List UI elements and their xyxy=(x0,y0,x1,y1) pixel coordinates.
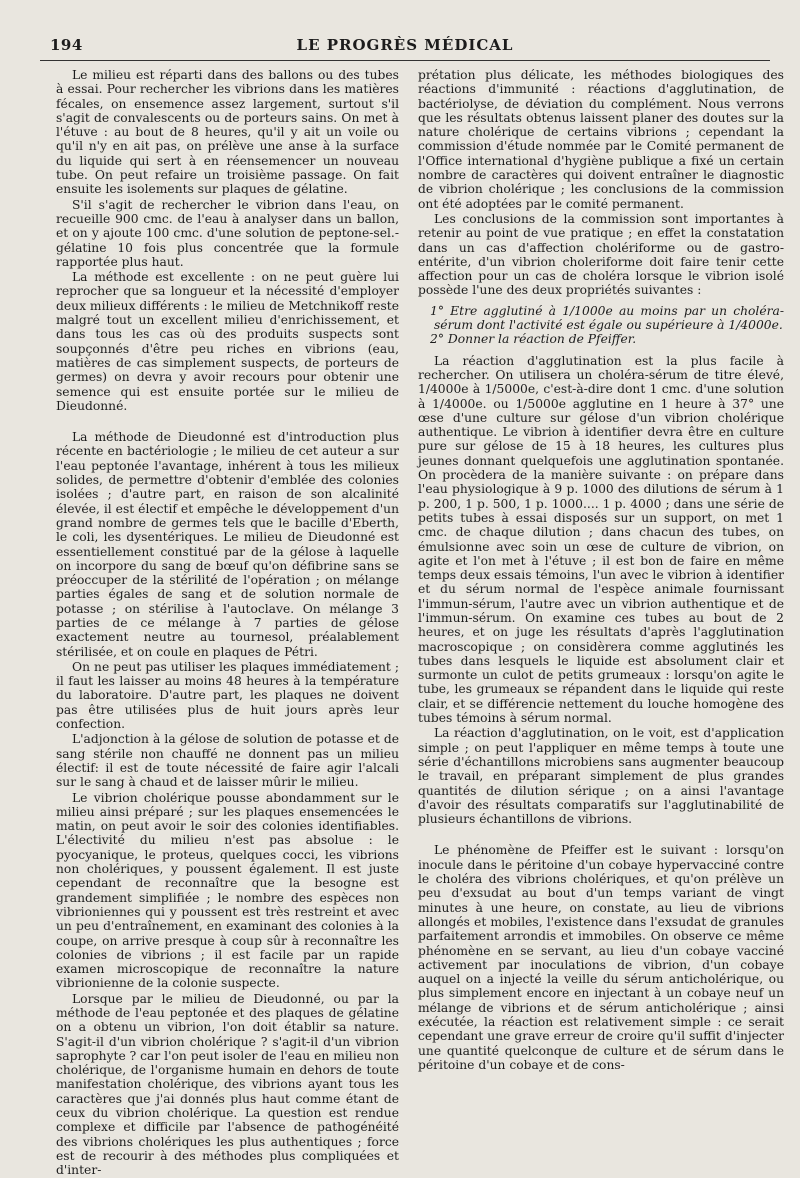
right-column xyxy=(418,68,784,1072)
paragraph: La méthode est excellente : on ne peut guère lui reprocher que sa longueur et la nécessité d'employer deux milieux différents : le milieu de Metchnikoff reste malgré tout un excellent milieu d'enrichissement, et dans tous les cas où des produits suspects sont soupçonnés d'être peu riches en vibrions (eau, matières de cas simplement suspects, de porteurs de germes) on devra y avoir recours pour obtenir une semence qui est ensuite portée sur le milieu de Dieudonné. xyxy=(56,270,399,413)
header-rule xyxy=(40,60,770,61)
criterion-item xyxy=(418,332,784,346)
criterion-text: 1° Etre agglutiné à 1/1000e au moins par un choléra-sérum dont l'activité est égale ou supérieure à 1/4000e. xyxy=(430,303,784,333)
paragraph: Le phénomène de Pfeiffer est le suivant : lorsqu'on inocule dans le péritoine d'un cobaye hypervacciné contre le choléra des vibrions cholériques, et qu'on prélève un peu d'exsudat au bout d'un temps variant de vingt minutes à une heure, on constate, au lieu de vibrions allongés et mobiles, l'existence dans l'exsudat de granules parfaitement arrondis et immobiles. On observe ce même phénomène en se servant, au lieu d'un cobaye vacciné activement par inoculations de vibrion, d'un cobaye auquel on a injecté la veille du sérum anticholérique, ou plus simplement encore en injectant à un cobaye neuf un mélange de vibrions et de sérum anticholérique ; ainsi exécutée, la réaction est relativement simple : ce serait cependant une grave erreur de croire qu'il suffit d'injecter une quantité quelconque de culture et de sérum dans le péritoine d'un cobaye et de cons- xyxy=(418,843,784,1072)
paragraph: Le milieu est réparti dans des ballons ou des tubes à essai. Pour rechercher les vibrions dans les matières fécales, on ensemence assez largement, surtout s'il s'agit de convalescents ou de porteurs sains. On met à l'étuve : au bout de 8 heures, qu'il y ait un voile ou qu'il n'y en ait pas, on prélève une anse à la surface du liquide qui sert à en réensemencer un nouveau tube. On peut refaire un troisième passage. On fait ensuite les isolements sur plaques de gélatine. xyxy=(56,68,399,197)
paragraph: Lorsque par le milieu de Dieudonné, ou par la méthode de l'eau peptonée et des plaques de gélatine on a obtenu un vibrion, l'on doit établir sa nature. S'agit-il d'un vibrion cholérique ? s'agit-il d'un vibrion saprophyte ? car l'on peut isoler de l'eau en milieu non cholérique, de l'organisme humain en dehors de toute manifestation cholérique, des vibrions ayant tous les caractères que j'ai donnés plus haut comme étant de ceux du vibrion cholérique. La question est rendue complexe et difficile par l'absence de pathogénéité des vibrions cholériques les plus authentiques ; force est de recourir à des méthodes plus compliquées et d'inter- xyxy=(56,991,399,1178)
left-column xyxy=(56,68,399,1178)
page-header xyxy=(40,34,770,58)
paragraph: La méthode de Dieudonné est d'introduction plus récente en bactériologie ; le milieu de cet auteur a sur l'eau peptonée l'avantage, inhérent à tous les milieux solides, de permettre d'obtenir d'emblée des colonies isolées ; d'autre part, en raison de son alcalinité élevée, il est électif et empêche le développement d'un grand nombre de germes tels que le bacille d'Eberth, le coli, les dysentériques. Le milieu de Dieudonné est essentiellement constitué par de la gélose à laquelle on incorpore du sang de bœuf qu'on défibrine sans se préoccuper de la stérilité de l'opération ; on mélange parties égales de sang et de solution normale de potasse ; on stérilise à l'autoclave. On mélange 3 parties de ce mélange à 7 parties de gélose exactement neutre au tournesol, préalablement stérilisée, et on coule en plaques de Pétri. xyxy=(56,430,399,659)
criterion-text: 2° Donner la réaction de Pfeiffer. xyxy=(430,332,637,347)
paragraph: prétation plus délicate, les méthodes biologiques des réactions d'immunité : réactions d'agglutination, de bactériolyse, de déviation du complément. Nous verrons que les résultats obtenus laissent planer des doutes sur la nature cholérique de certains vibrions ; cependant la commission d'étude nommée par le Comité permanent de l'Office international d'hygiène publique a fixé un certain nombre de caractères qui doivent entraîner le diagnostic de vibrion cholérique ; les conclusions de la commission ont été adoptées par le comité permanent. xyxy=(418,68,784,211)
paragraph: L'adjonction à la gélose de solution de potasse et de sang stérile non chauffé ne donnent pas un milieu électif: il est de toute nécessité de faire agir l'alcali sur le sang à chaud et de laisser mûrir le milieu. xyxy=(56,732,399,790)
paragraph: La réaction d'agglutination, on le voit, est d'application simple ; on peut l'appliquer en même temps à toute une série d'échantillons microbiens sans augmenter beaucoup le travail, en préparant simplement de plus grandes quantités de dilution sérique ; on a ainsi l'avantage d'avoir des résultats comparatifs sur l'agglutinabilité de plusieurs échantillons de vibrions. xyxy=(418,726,784,827)
running-title: LE PROGRÈS MÉDICAL xyxy=(296,36,514,54)
page-number: 194 xyxy=(50,36,83,54)
paragraph: Le vibrion cholérique pousse abondamment sur le milieu ainsi préparé ; sur les plaques ensemencées le matin, on peut avoir le soir des colonies identifiables. L'électivité du milieu n'est pas absolue : le pyocyanique, le proteus, quelques cocci, les vibrions non cholériques, y poussent également. Il est juste cependant de reconnaître que la besogne est grandement simplifiée ; le nombre des espèces non vibrioniennes qui y poussent est très restreint et avec un peu d'entraînement, en examinant des colonies à la coupe, on arrive presque à coup sûr à reconnaître les colonies de vibrions ; il est facile par un rapide examen microscopique de reconnaître la nature vibrionienne de la colonie suspecte. xyxy=(56,790,399,991)
paragraph: S'il s'agit de rechercher le vibrion dans l'eau, on recueille 900 cmc. de l'eau à analyser dans un ballon, et on y ajoute 100 cmc. d'une solution de peptone-sel.-gélatine 10 fois plus concentrée que la formule rapportée plus haut. xyxy=(56,197,399,269)
criterion-item xyxy=(418,304,784,333)
paragraph: La réaction d'agglutination est la plus facile à rechercher. On utilisera un choléra-sérum de titre élevé, 1/4000e à 1/5000e, c'est-à-dire dont 1 cmc. d'une solution à 1/4000e. ou 1/5000e agglutine en 1 heure à 37° une œse d'une culture sur gélose d'un vibrion cholérique authentique. Le vibrion à identifier devra être en culture pure sur gélose de 15 à 18 heures, les cultures plus jeunes donnant quelquefois une agglutination spontanée. On procèdera de la manière suivante : on prépare dans l'eau physiologique à 9 p. 1000 des dilutions de sérum à 1 p. 200, 1 p. 500, 1 p. 1000.... 1 p. 4000 ; dans une série de petits tubes à essai disposés sur un support, on met 1 cmc. de chaque dilution ; dans chacun des tubes, on émulsionne avec soin un œse de culture de vibrion, on agite et l'on met à l'étuve ; il est bon de faire en même temps deux essais témoins, l'un avec le vibrion à identifier et du sérum normal de l'espèce animale fournissant l'immun-sérum, l'autre avec un vibrion authentique et de l'immun-sérum. On examine ces tubes au bout de 2 heures, et on juge les résultats d'après l'agglutination macroscopique ; on considèrera comme agglutinés les tubes dans lesquels le liquide est absolument clair et surmonte un culot de petits grumeaux : lorsqu'on agite le tube, les grumeaux se répandent dans le liquide qui reste clair, et se différencie nettement du louche homogène des tubes témoins à sérum normal. xyxy=(418,353,784,726)
paragraph: Les conclusions de la commission sont importantes à retenir au point de vue pratique ; en effet la constatation dans un cas d'affection cholériforme ou de gastro-entérite, d'un vibrion choleriforme doit faire tenir cette affection pour un cas de choléra lorsque le vibrion isolé possède l'une des deux propriétés suivantes : xyxy=(418,211,784,298)
paragraph: On ne peut pas utiliser les plaques immédiatement ; il faut les laisser au moins 48 heures à la température du laboratoire. D'autre part, les plaques ne doivent pas être utilisées plus de huit jours après leur confection. xyxy=(56,659,399,732)
